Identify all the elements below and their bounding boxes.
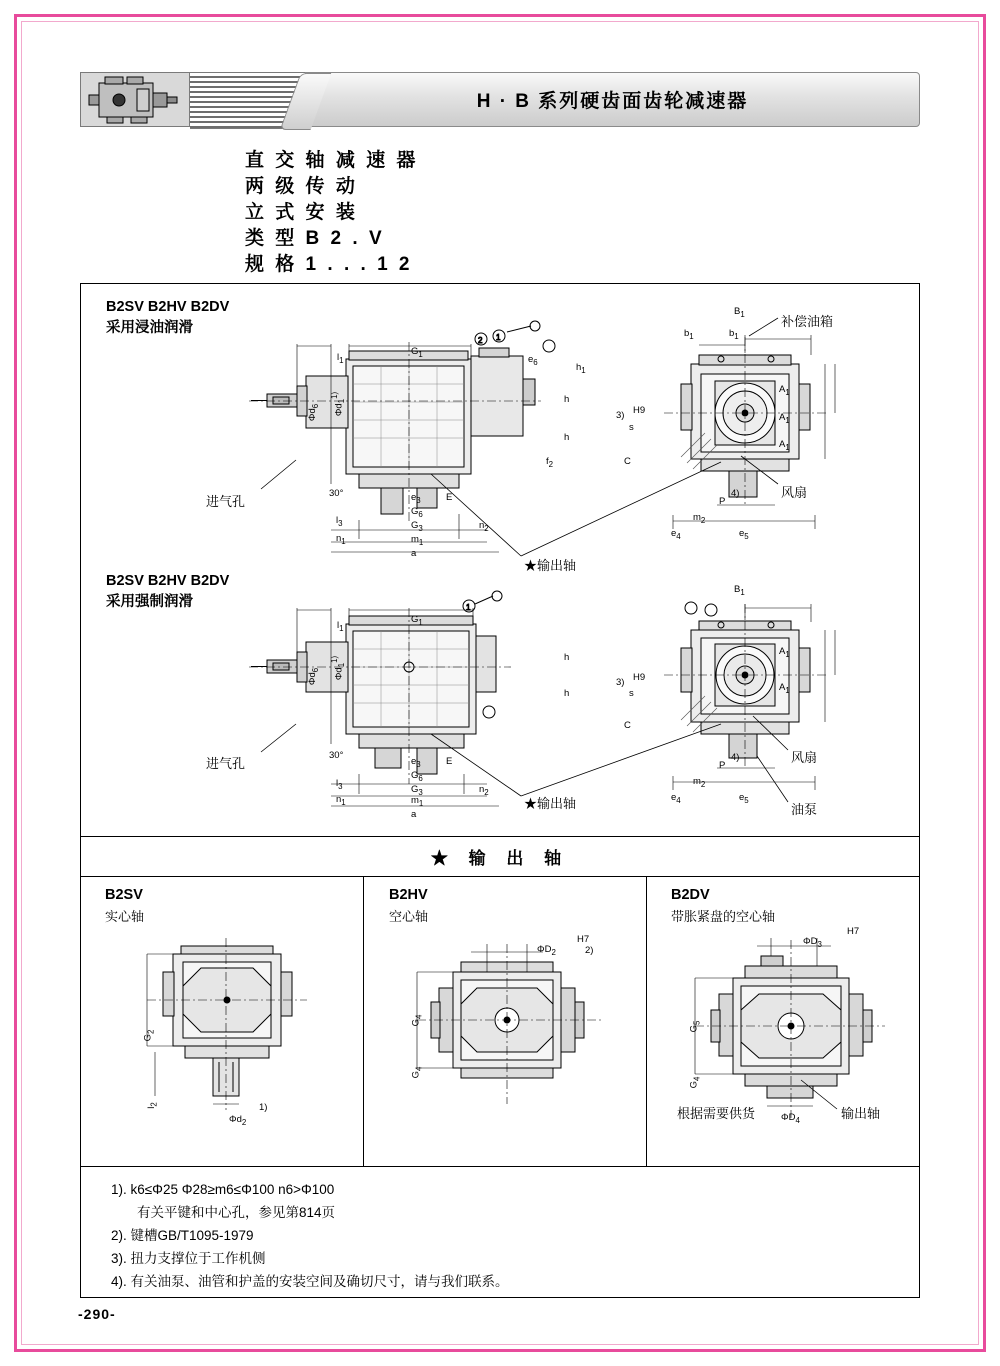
section2-oil-pump-label: 油泵 <box>791 802 818 817</box>
shaft-b2dv-leader-line <box>641 884 921 1164</box>
svg-text:2: 2 <box>478 336 483 345</box>
shaft-b2dv-desc: 带胀紧盘的空心轴 <box>671 909 776 924</box>
section1-air-inlet-label: 进气孔 <box>206 494 246 509</box>
shaft-b2hv-desc: 空心轴 <box>389 909 429 924</box>
section1-oil-tank-label: 补偿油箱 <box>781 314 834 329</box>
note-1-sub: 有关平键和中心孔，参见第814页 <box>137 1205 336 1220</box>
shaft-b2dv-output-callout: 输出轴 <box>841 1106 881 1121</box>
subtitle-line-4: 类 型 B 2 . V <box>245 228 385 249</box>
shaft-b2sv-desc: 实心轴 <box>105 909 145 924</box>
section1-models: B2SV B2HV B2DV <box>106 299 230 315</box>
subtitle-block <box>245 148 418 278</box>
svg-text:1: 1 <box>466 603 471 612</box>
page-number: -290- <box>78 1306 116 1322</box>
note-2: 2). 键槽GB/T1095-1979 <box>111 1228 254 1243</box>
note-4: 4). 有关油泵、油管和护盖的安装空间及确切尺寸，请与我们联系。 <box>111 1274 509 1289</box>
note-3: 3). 扭力支撑位于工作机侧 <box>111 1251 266 1266</box>
divider-3 <box>81 1166 919 1167</box>
gearbox-icon <box>80 72 190 127</box>
subtitle-line-1: 直 交 轴 减 速 器 <box>245 150 419 171</box>
svg-text:1: 1 <box>496 333 501 342</box>
output-shaft-section-title: ★ 输 出 轴 <box>430 849 570 868</box>
vertical-divider-1 <box>363 876 364 1166</box>
divider-2 <box>81 876 919 877</box>
section2-air-inlet-label: 进气孔 <box>206 756 246 771</box>
notes-block <box>81 1168 919 1293</box>
note-1: 1). k6≤Φ25 Φ28≥m6≤Φ100 n6>Φ100 <box>111 1182 335 1197</box>
subtitle-line-5: 规 格 1 . . . 1 2 <box>245 254 413 275</box>
section2-output-shaft-label: ★输出轴 <box>524 796 577 811</box>
shaft-b2dv-supply-note: 根据需要供货 <box>677 1106 756 1121</box>
section2-fan-label: 风扇 <box>791 750 818 765</box>
section1-lube: 采用浸油润滑 <box>106 320 193 336</box>
shaft-b2hv-drawing <box>391 932 641 1157</box>
page-header <box>80 72 920 127</box>
drawing-frame: B2SV B2HV B2DV 采用浸油润滑 2 1 $l_1$ $G_1$ $e_6$ $h_1$ h h $f_2$ $\Phi d_6$ $\Phi d_1^{1)}$ 30° $e_3$ E $G_6$ $G_3$ $l_3$ $n_1$ $n_2$ $m_1$ a $B_1$ $b_1$ $b_1$ $A_1$ $A_1$ $A_1$ H9 3) s C P 4) $m_2$ $e_4$ $e_5$ 进气孔 ★输出轴 风扇 补偿油箱 B2SV B2HV B2DV 采用强制润滑 1 $l_1$ $G_1$ h h $\Phi d_6$ $\Phi d_1^{1)}$ 30° $e_3$ E $G_6$ $G_3$ $l_3$ $n_1$ $n_2$ $m_1$ a $B_1$ $A_1$ $A_1$ H9 3) s C P 4) $m_2$ $e_4$ $e_5$ 进气孔 ★输出轴 风扇 油泵 ★ 输 出 轴 B2SV 实心轴 $G_2$ $l_2$ $\Phi d_2$ 1) B2HV 空心轴 $\Phi D_2$ H7 2) $G_4$ $G_4$ B2DV 带胀紧盘的空心轴 $\Phi D_3$ H7 $G_5$ $G_4$ $\Phi D_4$ 根据需要供货 输出轴 1). k6≤Φ25 Φ28≥m6≤Φ100 n6>Φ100 有关平键和中心孔，参见第814页 2). 键槽GB/T1095-1979 3). 扭力支撑位于工作机侧 4). 有关油泵、油管和护盖的安装空间及确切尺寸，请与我们联系。 <box>80 283 920 1298</box>
subtitle-line-3: 立 式 安 装 <box>245 202 358 223</box>
section2-leader-lines <box>81 284 921 844</box>
shaft-b2dv-model: B2DV <box>671 887 710 903</box>
shaft-b2sv-model: B2SV <box>105 887 143 903</box>
header-title: H · B 系列硬齿面齿轮减速器 <box>305 72 920 127</box>
section2-models: B2SV B2HV B2DV <box>106 573 230 589</box>
section1-fan-label: 风扇 <box>781 485 808 500</box>
shaft-b2hv-model: B2HV <box>389 887 428 903</box>
section1-output-shaft-label: ★输出轴 <box>524 558 577 573</box>
section2-lube: 采用强制润滑 <box>106 594 193 610</box>
subtitle-line-2: 两 级 传 动 <box>245 176 358 197</box>
